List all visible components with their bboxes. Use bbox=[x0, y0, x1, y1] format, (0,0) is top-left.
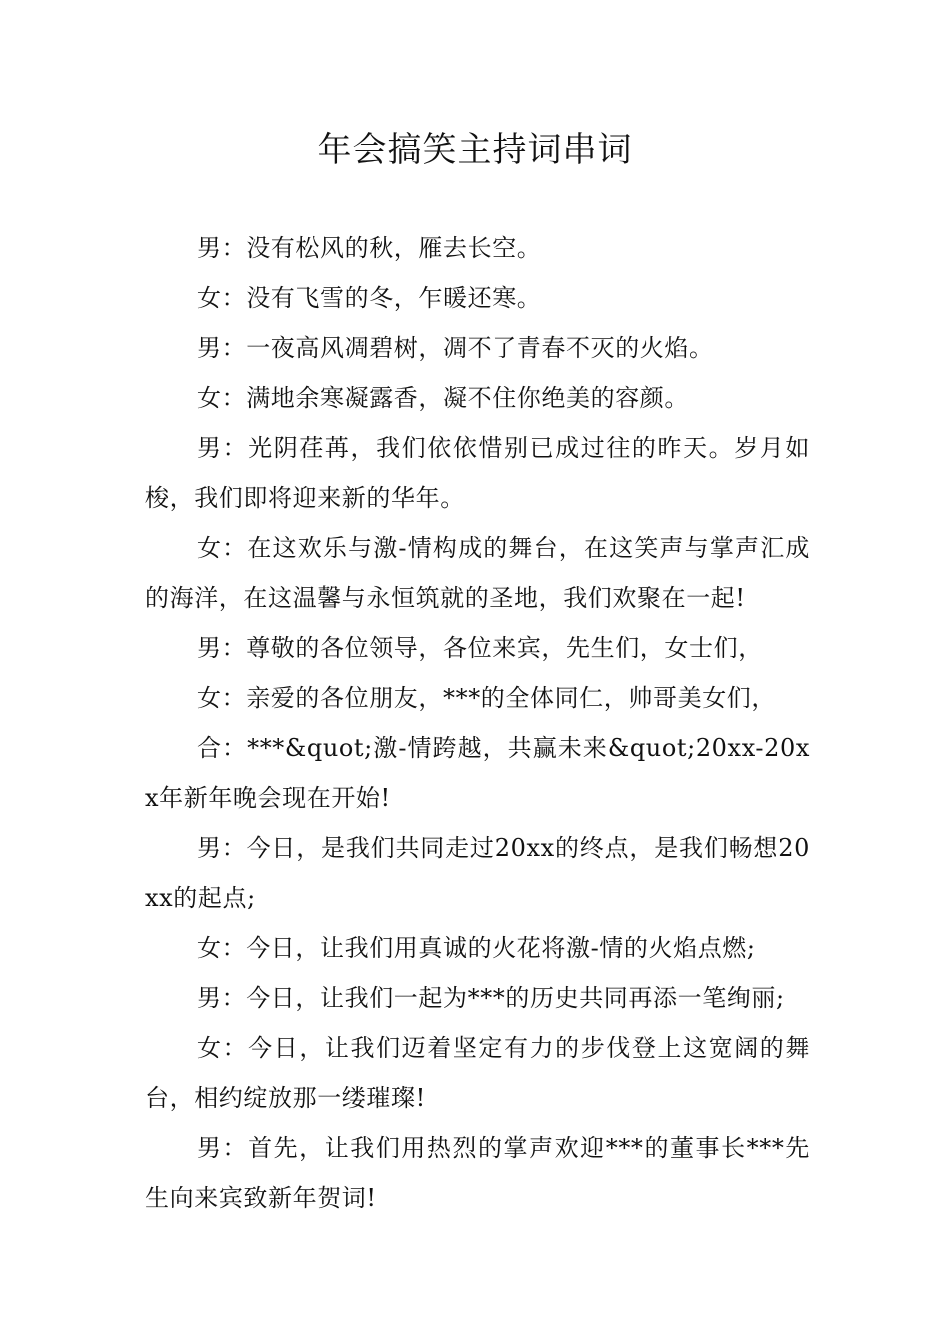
paragraph: 女：没有飞雪的冬，乍暖还寒。 bbox=[197, 284, 542, 312]
document-body bbox=[145, 223, 810, 1223]
paragraph: 男：一夜高风凋碧树，凋不了青春不灭的火焰。 bbox=[197, 334, 714, 362]
paragraph: 男：今日，是我们共同走过20xx的终点，是我们畅想20xx的起点; bbox=[145, 834, 810, 912]
paragraph: 男：首先，让我们用热烈的掌声欢迎***的董事长***先生向来宾致新年贺词! bbox=[145, 1134, 810, 1212]
document-title: 年会搞笑主持词串词 bbox=[317, 130, 633, 170]
paragraph: 男：今日，让我们一起为***的历史共同再添一笔绚丽; bbox=[197, 984, 785, 1012]
paragraph: 男：光阴荏苒，我们依依惜别已成过往的昨天。岁月如梭，我们即将迎来新的华年。 bbox=[145, 434, 810, 512]
paragraph: 女：今日，让我们迈着坚定有力的步伐登上这宽阔的舞台，相约绽放那一缕璀璨! bbox=[145, 1034, 810, 1112]
paragraph: 男：尊敬的各位领导，各位来宾，先生们，女士们， bbox=[197, 634, 763, 662]
paragraph: 合：***&quot;激-情跨越，共赢未来&quot;20xx-20xx年新年晚会现在开始! bbox=[145, 734, 810, 812]
paragraph: 女：亲爱的各位朋友，***的全体同仁，帅哥美女们， bbox=[197, 684, 776, 712]
paragraph: 女：今日，让我们用真诚的火花将激-情的火焰点燃; bbox=[197, 934, 756, 962]
paragraph: 男：没有松风的秋，雁去长空。 bbox=[197, 234, 542, 262]
paragraph: 女：满地余寒凝露香，凝不住你绝美的容颜。 bbox=[197, 384, 689, 412]
paragraph: 女：在这欢乐与激-情构成的舞台，在这笑声与掌声汇成的海洋，在这温馨与永恒筑就的圣地，我们欢聚在一起! bbox=[145, 534, 810, 612]
